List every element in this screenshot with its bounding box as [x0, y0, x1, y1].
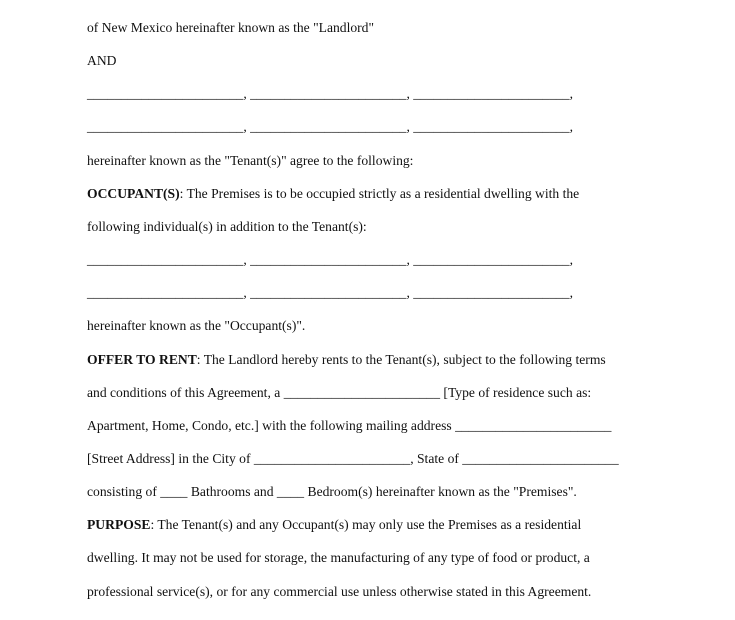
text-line: [87, 418, 611, 434]
text-line: [87, 219, 367, 235]
line-text: _______________________, _______________________, _______________________,: [87, 252, 573, 268]
text-line: [87, 53, 116, 69]
section-line: [87, 352, 606, 368]
text-line: [87, 285, 573, 301]
line-text: : The Tenant(s) and any Occupant(s) may only use the Premises as a residential: [150, 517, 582, 533]
text-line: [87, 20, 374, 36]
text-line: [87, 86, 573, 102]
line-text: hereinafter known as the "Tenant(s)" agree to the following:: [87, 152, 414, 168]
line-text: : The Premises is to be occupied strictly as a residential dwelling with the: [179, 185, 580, 201]
text-line: [87, 385, 591, 401]
line-text: and conditions of this Agreement, a _______________________ [Type of residence such as:: [87, 384, 592, 400]
section-line: [87, 517, 581, 533]
text-line: [87, 153, 413, 169]
line-text: following individual(s) in addition to the Tenant(s):: [87, 218, 367, 234]
text-line: [87, 484, 577, 500]
text-line: [87, 318, 305, 334]
line-text: of New Mexico hereinafter known as the "Landlord": [87, 20, 375, 35]
line-text: AND: [87, 53, 117, 69]
text-line: [87, 550, 590, 566]
line-text: _______________________, _______________________, _______________________,: [87, 86, 573, 102]
line-text: consisting of ____ Bathrooms and ____ Bedroom(s) hereinafter known as the "Premises".: [87, 484, 577, 500]
line-text: Apartment, Home, Condo, etc.] with the following mailing address _______________________: [87, 417, 612, 433]
text-line: [87, 451, 619, 467]
line-text: [Street Address] in the City of _______________________, State of _______________________: [87, 450, 619, 466]
text-line: [87, 252, 573, 268]
line-text: dwelling. It may not be used for storage, the manufacturing of any type of food or product, a: [87, 550, 590, 566]
text-line: [87, 584, 591, 600]
line-text: professional service(s), or for any commercial use unless otherwise stated in this Agreement.: [87, 583, 592, 599]
text-line: [87, 119, 573, 135]
section-heading: OFFER TO RENT: [87, 351, 197, 367]
line-text: hereinafter known as the "Occupant(s)".: [87, 318, 306, 334]
line-text: : The Landlord hereby rents to the Tenant(s), subject to the following terms: [196, 351, 606, 367]
section-heading: PURPOSE: [87, 517, 151, 533]
line-text: _______________________, _______________________, _______________________,: [87, 285, 573, 301]
section-line: [87, 186, 579, 202]
line-text: _______________________, _______________________, _______________________,: [87, 119, 573, 135]
section-heading: OCCUPANT(S): [87, 185, 180, 201]
